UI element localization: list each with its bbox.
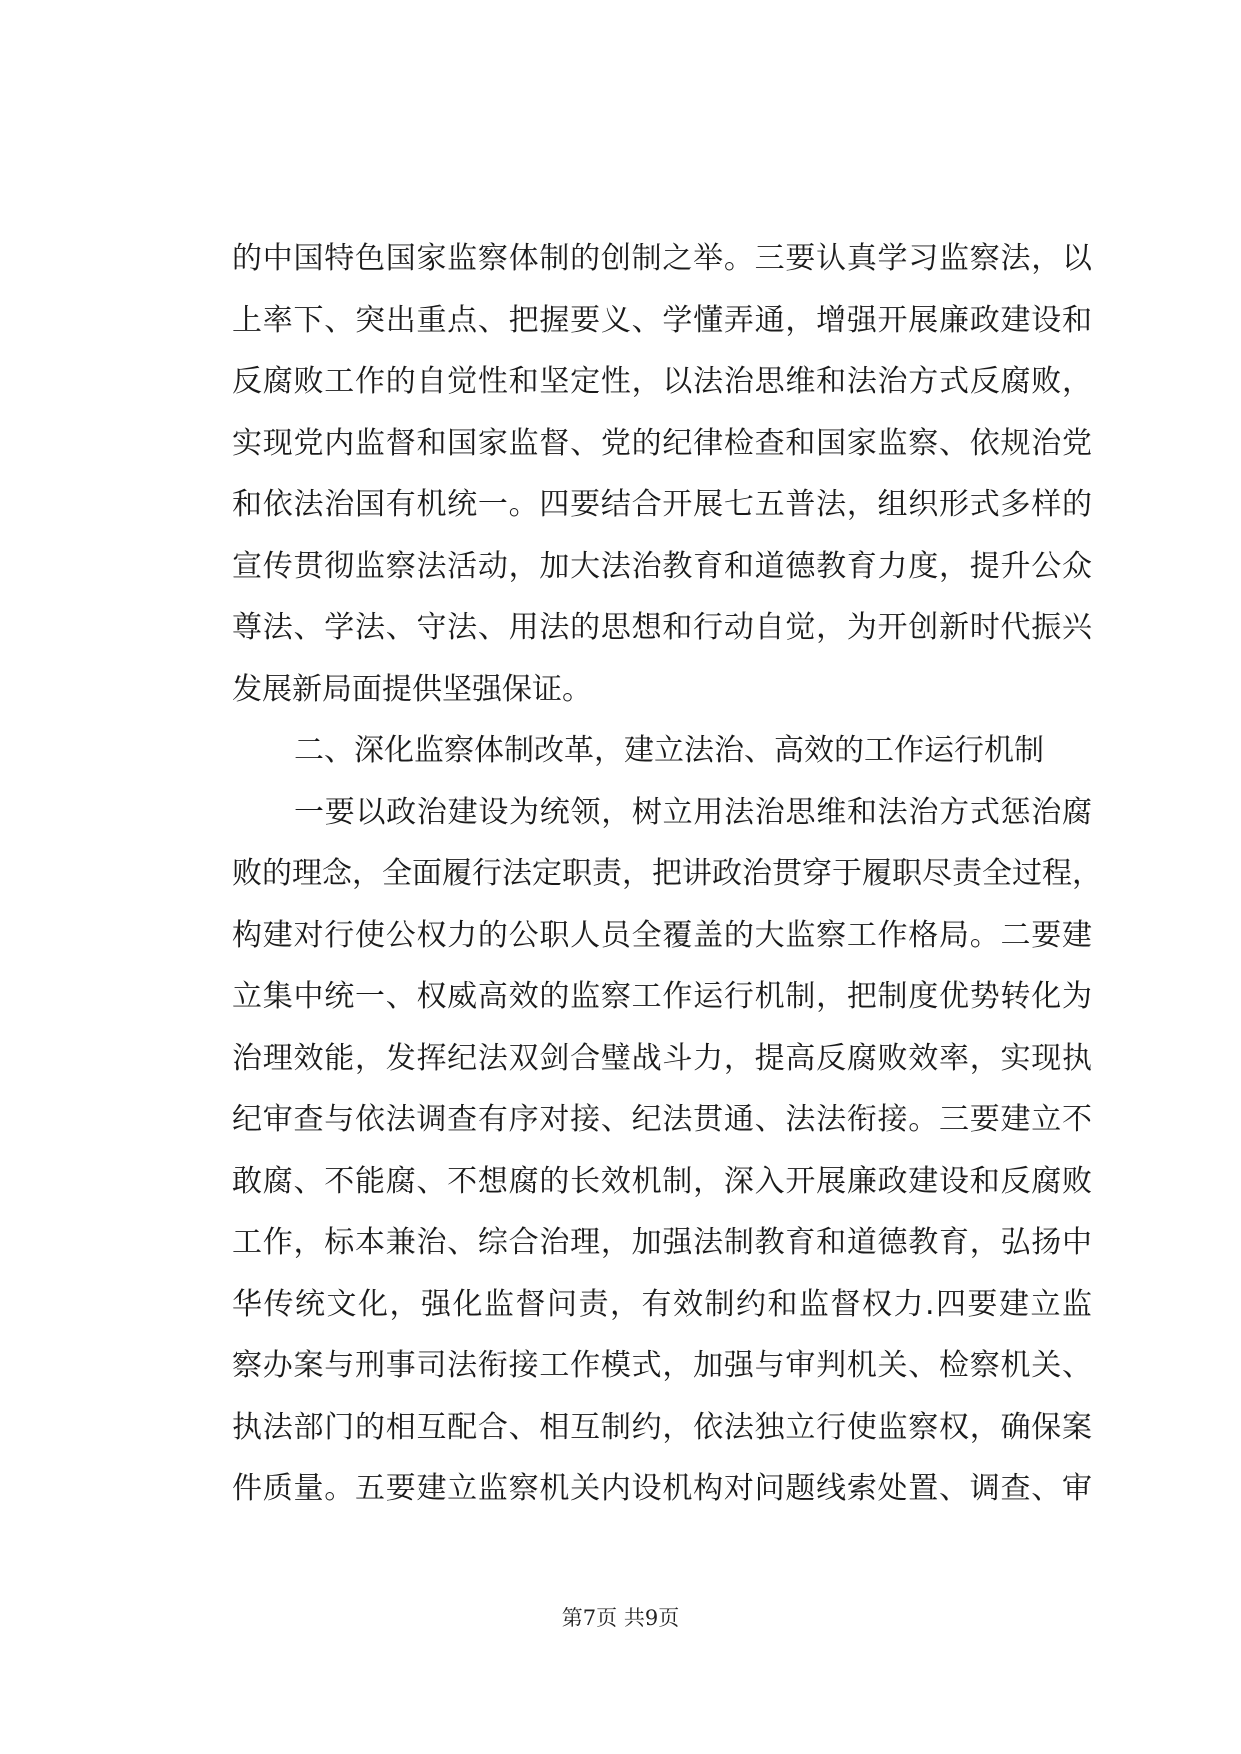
- text-line: 华传统文化，强化监督问责，有效制约和监督权力.四要建立监: [232, 1286, 1092, 1322]
- text-line: 和依法治国有机统一。四要结合开展七五普法，组织形式多样的: [232, 487, 1092, 522]
- text-line: 件质量。五要建立监察机关内设机构对问题线索处置、调查、审: [232, 1471, 1092, 1506]
- document-body: [232, 228, 1102, 1520]
- text-line: 纪审查与依法调查有序对接、纪法贯通、法法衔接。三要建立不: [232, 1102, 1092, 1137]
- text-line: 尊法、学法、守法、用法的思想和行动自觉，为开创新时代振兴: [232, 610, 1092, 645]
- page-number: 第7页 共9页: [561, 1606, 680, 1630]
- text-line: 发展新局面提供坚强保证。: [232, 671, 592, 707]
- text-line: 实现党内监督和国家监督、党的纪律检查和国家监察、依规治党: [232, 425, 1092, 461]
- text-line: 上率下、突出重点、把握要义、学懂弄通，增强开展廉政建设和: [232, 302, 1092, 338]
- text-line: 治理效能，发挥纪法双剑合璧战斗力，提高反腐败效率，实现执: [232, 1040, 1092, 1076]
- text-line: 构建对行使公权力的公职人员全覆盖的大监察工作格局。二要建: [232, 917, 1092, 953]
- text-line: 察办案与刑事司法衔接工作模式，加强与审判机关、检察机关、: [232, 1348, 1092, 1383]
- text-line: 宣传贯彻监察法活动，加大法治教育和道德教育力度，提升公众: [232, 548, 1092, 584]
- text-line: 一要以政治建设为统领，树立用法治思维和法治方式惩治腐: [294, 794, 1092, 830]
- text-line: 立集中统一、权威高效的监察工作运行机制，把制度优势转化为: [232, 979, 1092, 1014]
- text-line: 败的理念，全面履行法定职责，把讲政治贯穿于履职尽责全过程，: [232, 856, 1102, 891]
- section-heading: 二、深化监察体制改革，建立法治、高效的工作运行机制: [294, 733, 1044, 768]
- text-line: 的中国特色国家监察体制的创制之举。三要认真学习监察法，以: [232, 241, 1092, 276]
- text-line: 反腐败工作的自觉性和坚定性，以法治思维和法治方式反腐败，: [232, 364, 1092, 399]
- text-line: 敢腐、不能腐、不想腐的长效机制，深入开展廉政建设和反腐败: [232, 1163, 1092, 1199]
- text-line: 执法部门的相互配合、相互制约，依法独立行使监察权，确保案: [232, 1409, 1092, 1445]
- text-line: 工作，标本兼治、综合治理，加强法制教育和道德教育，弘扬中: [232, 1225, 1092, 1260]
